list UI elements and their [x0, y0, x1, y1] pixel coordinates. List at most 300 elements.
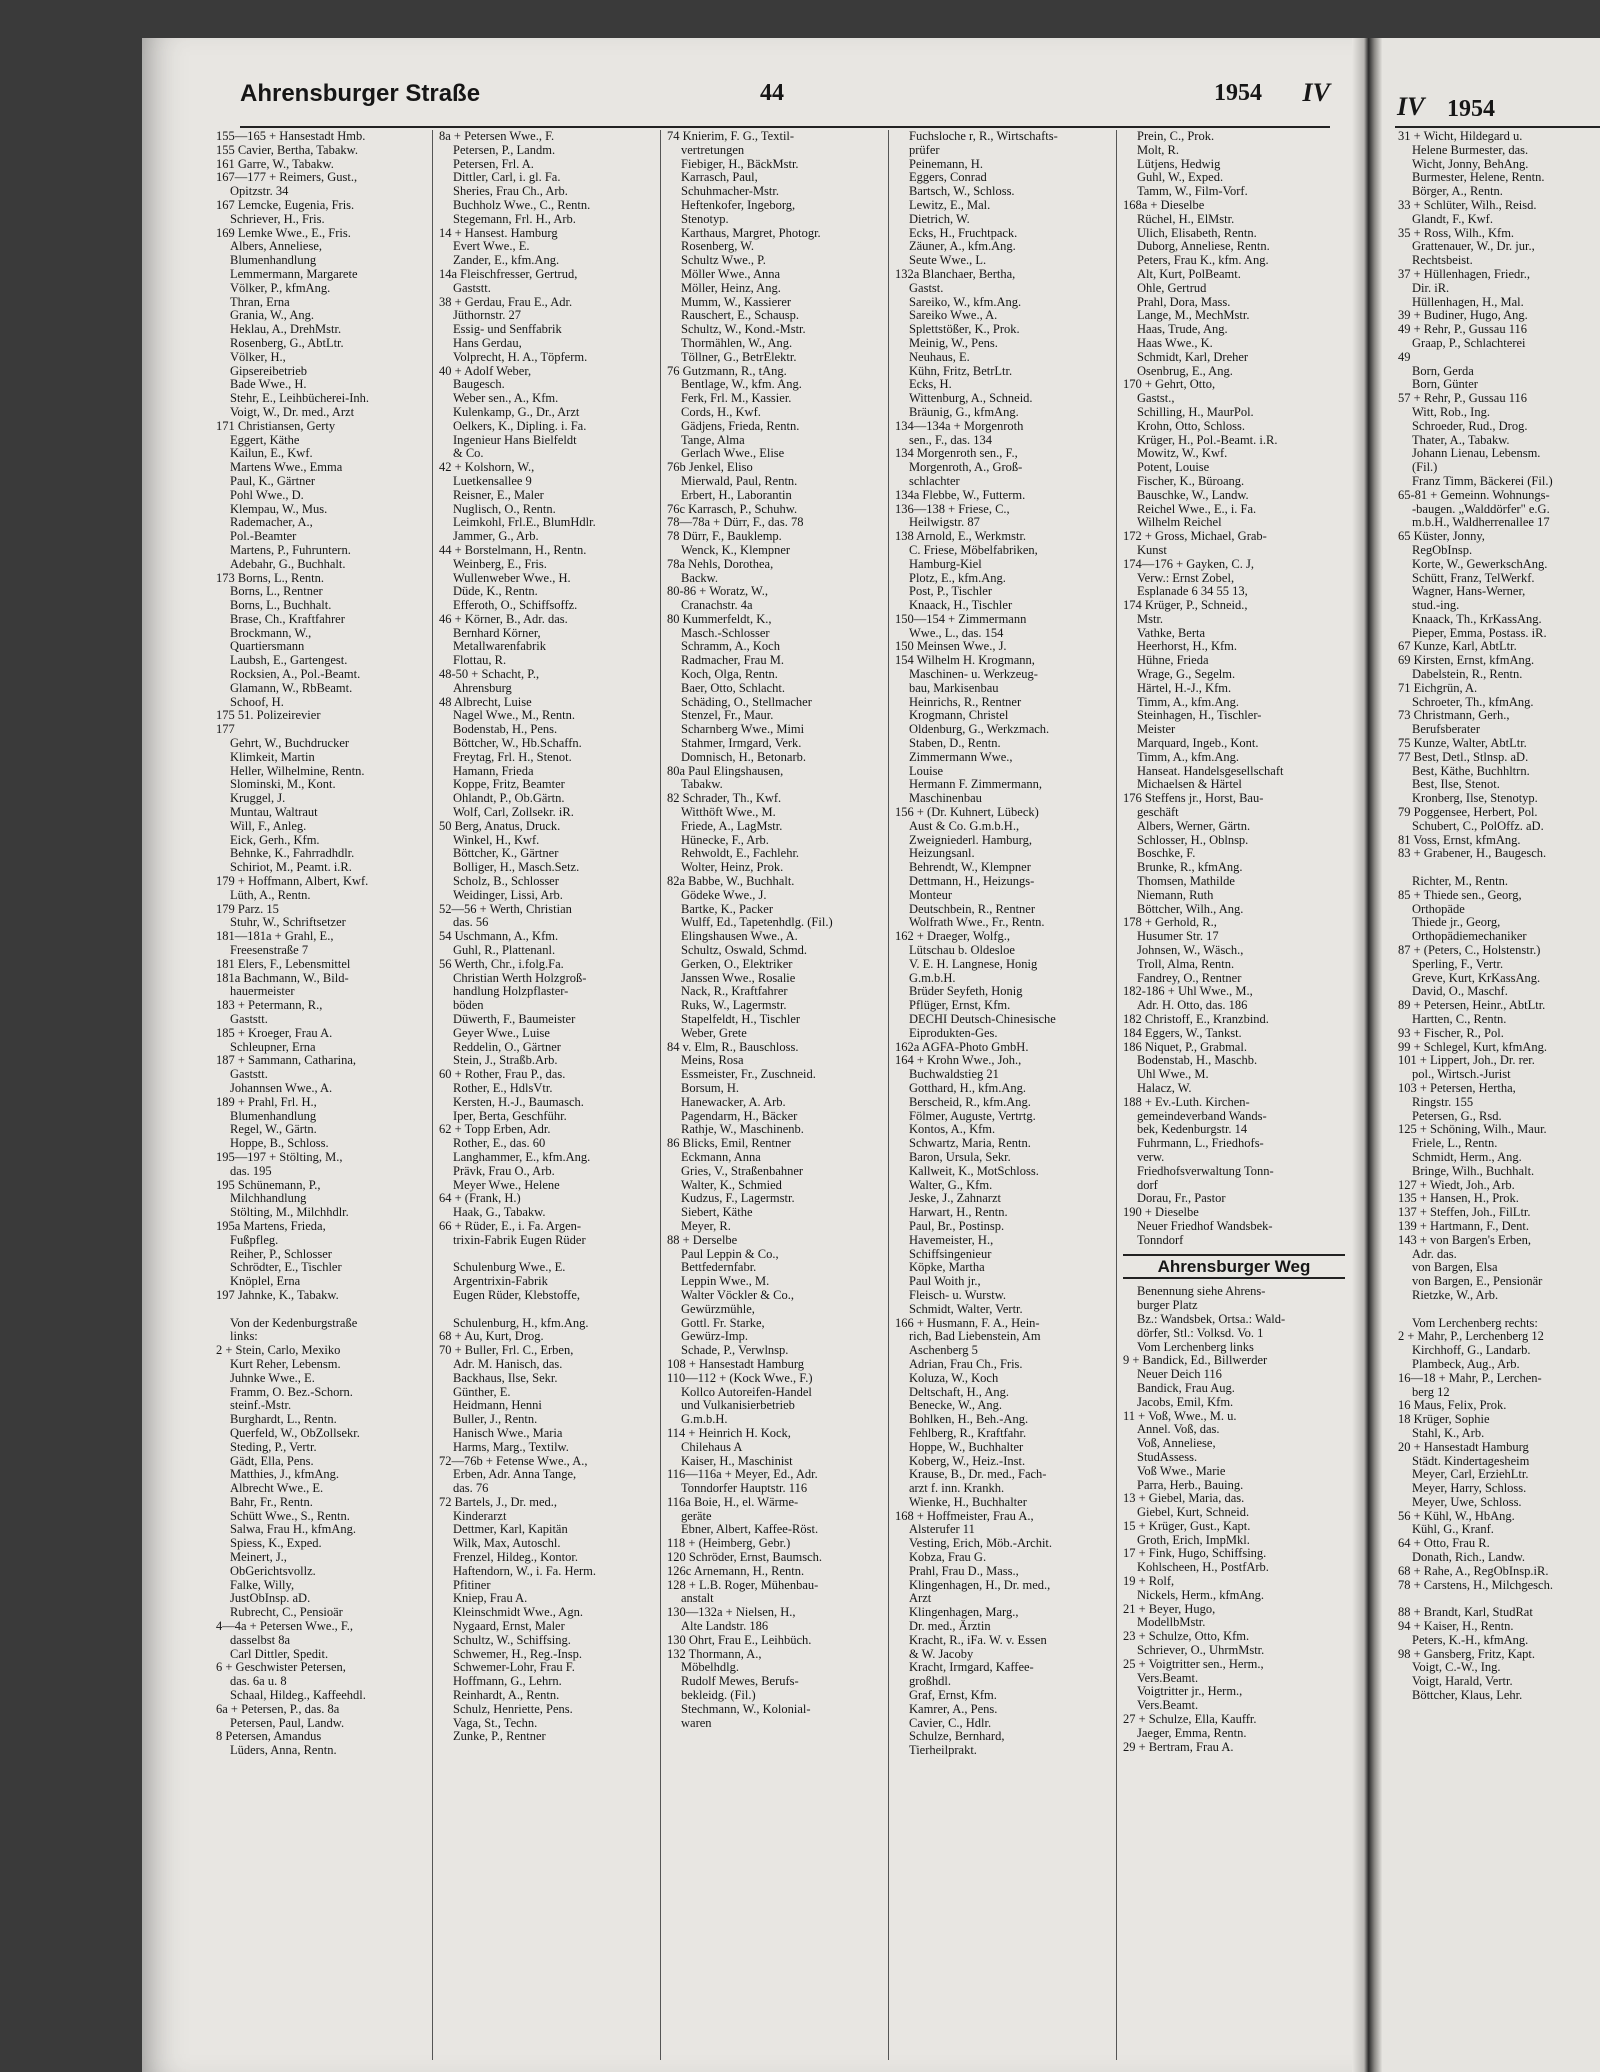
directory-entry: Hanseat. Handelsgesellschaft	[1137, 764, 1284, 778]
directory-entry: Best, Ilse, Stenot.	[1412, 778, 1500, 792]
directory-entry: Möller Wwe., Anna	[681, 267, 781, 281]
directory-entry: Nuglisch, O., Rentn.	[453, 502, 556, 516]
directory-entry: 78a Nehls, Dorothea,	[667, 557, 774, 571]
directory-entry: 195 Schünemann, P.,	[216, 1178, 321, 1192]
directory-entry: Nygaard, Ernst, Maler	[453, 1620, 565, 1634]
directory-entry: 14 + Hansest. Hamburg	[439, 226, 558, 240]
directory-entry: Meyer, Uwe, Schloss.	[1412, 1495, 1522, 1509]
directory-entry: 17 + Fink, Hugo, Schiffsing.	[1123, 1547, 1267, 1561]
directory-entry: Graap, P., Schlachterei	[1412, 336, 1526, 350]
directory-entry: Paul, Br., Postinsp.	[909, 1219, 1005, 1233]
directory-entry: Bohlken, H., Beh.-Ang.	[909, 1413, 1029, 1427]
directory-entry: Schulenburg Wwe., E.	[453, 1261, 566, 1275]
directory-entry: Adr. M. Hanisch, das.	[453, 1357, 563, 1371]
directory-entry: Gaststt.	[230, 1068, 268, 1082]
directory-entry: 190 + Dieselbe	[1123, 1206, 1199, 1220]
directory-entry: 162 + Draeger, Wolfg.,	[895, 930, 1011, 944]
directory-entry: 173 Borns, L., Rentn.	[216, 571, 324, 585]
directory-entry: Bodenstab, H., Maschb.	[1137, 1054, 1258, 1068]
directory-entry: Meinig, W., Pens.	[909, 336, 998, 350]
directory-entry: 48-50 + Schacht, P.,	[439, 668, 540, 682]
directory-column-5	[1116, 130, 1345, 2060]
directory-entry: Völker, H.,	[230, 350, 286, 364]
directory-entry: Voigt, Harald, Vertr.	[1412, 1675, 1513, 1689]
directory-entry: Heerhorst, H., Kfm.	[1137, 640, 1237, 654]
directory-entry: 31 + Wicht, Hildegard u.	[1398, 130, 1523, 143]
directory-entry: Molt, R.	[1137, 143, 1180, 157]
directory-entry: Aschenberg 5	[909, 1344, 978, 1358]
directory-entry: Paul Leppin & Co.,	[681, 1247, 779, 1261]
directory-entry: Gotthard, H., kfm.Ang.	[909, 1081, 1026, 1095]
directory-entry: Härtel, H.-J., Kfm.	[1137, 681, 1232, 695]
directory-entry: Kudzus, F., Lagermstr.	[681, 1192, 795, 1206]
directory-entry: Martens Wwe., Emma	[230, 461, 343, 475]
directory-entry: Cords, H., Kwf.	[681, 405, 761, 419]
directory-entry: Wilk, Max, Autoschl.	[453, 1537, 561, 1551]
directory-entry: Gehrt, W., Buchdrucker	[230, 737, 350, 751]
directory-entry: Leppin Wwe., M.	[681, 1275, 770, 1289]
directory-entry: Ahrensburg	[453, 681, 512, 695]
directory-entry: Düde, K., Rentn.	[453, 585, 538, 599]
directory-entry: Paul Woith jr.,	[909, 1275, 981, 1289]
directory-entry: DECHI Deutsch-Chinesische	[909, 1013, 1056, 1026]
directory-entry: 19 + Rolf,	[1123, 1575, 1175, 1589]
directory-entry: Groth, Erich, ImpMkl.	[1137, 1533, 1250, 1547]
directory-entry: Bahr, Fr., Rentn.	[230, 1495, 313, 1509]
directory-entry: Blumenhandlung	[230, 254, 317, 268]
directory-entry: Peters, K.-H., kfmAng.	[1412, 1633, 1529, 1647]
directory-entry: Opitzstr. 34	[230, 185, 289, 199]
directory-entry: Bentlage, W., kfm. Ang.	[681, 378, 802, 392]
directory-entry: Paul, K., Gärtner	[230, 474, 316, 488]
directory-entry: Pohl Wwe., D.	[230, 488, 304, 502]
directory-entry: anstalt	[681, 1592, 714, 1606]
directory-entry: 89 + Petersen, Heinr., AbtLtr.	[1398, 999, 1546, 1013]
directory-entry: 2 + Mahr, P., Lerchenberg 12	[1398, 1330, 1544, 1344]
directory-entry: Iper, Berta, Geschführ.	[453, 1109, 567, 1123]
directory-entry: Meyer, Harry, Schloss.	[1412, 1482, 1527, 1496]
directory-entry: Weber sen., A., Kfm.	[453, 392, 559, 406]
directory-entry: 166 + Husmann, F. A., Hein-	[895, 1316, 1040, 1330]
directory-entry: Heizungsanl.	[909, 847, 975, 861]
directory-entry: Börger, A., Rentn.	[1412, 185, 1503, 199]
directory-entry: Berufsberater	[1412, 723, 1481, 737]
directory-entry: m.b.H., Waldherrenallee 17	[1412, 516, 1550, 530]
directory-entry: Boschke, F.	[1137, 847, 1196, 861]
directory-entry: 126c Arnemann, H., Rentn.	[667, 1564, 805, 1578]
directory-entry: 174 Krüger, P., Schneid.,	[1123, 599, 1248, 613]
directory-entry: Tonndorfer Hauptstr. 116	[681, 1482, 808, 1496]
directory-entry: Berscheid, R., kfm.Ang.	[909, 1095, 1031, 1109]
directory-entry: Masch.-Schlosser	[681, 626, 770, 640]
directory-entry: 174—176 + Gayken, C. J,	[1123, 557, 1254, 571]
directory-entry: 88 + Brandt, Karl, StudRat	[1398, 1606, 1533, 1620]
directory-entry: 77 Best, Detl., Stlnsp. aD.	[1398, 750, 1529, 764]
directory-entry: Eick, Gerh., Kfm.	[230, 833, 320, 847]
directory-entry: das. 76	[453, 1482, 489, 1496]
directory-entry: Stuhr, W., Schriftsetzer	[230, 916, 346, 930]
directory-entry: 78 + Carstens, H., Milchgesch.	[1398, 1578, 1553, 1592]
directory-entry: Meinert, J.,	[230, 1551, 287, 1565]
directory-entry: Böttcher, Klaus, Lehr.	[1412, 1689, 1523, 1703]
directory-entry: Deutschbein, R., Rentner	[909, 902, 1036, 916]
directory-entry: Uhl Wwe., M.	[1137, 1068, 1209, 1082]
directory-entry: Adr. H. Otto, das. 186	[1137, 999, 1248, 1013]
directory-entry: Böttcher, W., Hb.Schaffn.	[453, 737, 582, 751]
directory-entry: Meister	[1137, 723, 1176, 737]
directory-entry: 168a + Dieselbe	[1123, 198, 1205, 212]
directory-entry: Hüllenhagen, H., Mal.	[1412, 295, 1524, 309]
directory-entry: Thomsen, Mathilde	[1137, 875, 1235, 889]
directory-entry: Schoof, H.	[230, 695, 284, 709]
directory-entry: 156 + (Dr. Kuhnert, Lübeck)	[895, 806, 1039, 820]
directory-entry: Pfitiner	[453, 1578, 491, 1592]
directory-entry: Milchhandlung	[230, 1192, 307, 1206]
directory-entry: 127 + Wiedt, Joh., Arb.	[1398, 1178, 1515, 1192]
directory-entry: 178 + Gerhold, R.,	[1123, 916, 1217, 930]
directory-entry: Fleisch- u. Wurstw.	[909, 1288, 1007, 1302]
page-header	[240, 78, 1330, 128]
directory-entry: Leimkohl, Frl.E., BlumHdlr.	[453, 516, 596, 530]
directory-entry: Friele, L., Rentn.	[1412, 1137, 1498, 1151]
directory-entry: 118 + (Heimberg, Gebr.)	[667, 1537, 791, 1551]
directory-entry: Weber, Grete	[681, 1026, 747, 1040]
directory-entry: Neuer Friedhof Wandsbek-	[1137, 1219, 1273, 1233]
directory-entry: und Vulkanisierbetrieb	[681, 1399, 795, 1413]
directory-entry: Evert Wwe., E.	[453, 240, 530, 254]
directory-entry: 182-186 + Uhl Wwe., M.,	[1123, 985, 1253, 999]
directory-entry: 150—154 + Zimmermann	[895, 612, 1027, 626]
directory-entry: Wullenweber Wwe., H.	[453, 571, 571, 585]
directory-entry: Weidinger, Lissi, Arb.	[453, 888, 563, 902]
directory-entry: Meyer, Carl, ErziehLtr.	[1412, 1468, 1529, 1482]
directory-entry: Hamburg-Kiel	[909, 557, 982, 571]
directory-entry: Tonndorf	[1137, 1233, 1184, 1247]
directory-entry: 181 Elers, F., Lebensmittel	[216, 957, 351, 971]
directory-entry: 50 Berg, Anatus, Druck.	[439, 819, 561, 833]
directory-entry: Hartten, C., Rentn.	[1412, 1013, 1507, 1026]
directory-entry: 189 + Prahl, Frl. H.,	[216, 1095, 317, 1109]
directory-entry: Bolliger, H., Masch.Setz.	[453, 861, 580, 875]
directory-entry: Cavier, C., Hdlr.	[909, 1716, 992, 1730]
directory-entry: von Bargen, E., Pensionär	[1412, 1275, 1543, 1289]
directory-entry: Arzt	[909, 1592, 932, 1606]
directory-entry: Hoffmann, G., Lehrn.	[453, 1675, 562, 1689]
directory-entry: 65 Küster, Jonny,	[1398, 530, 1485, 544]
directory-entry: Gastst.	[909, 281, 944, 295]
directory-entry: Pieper, Emma, Postass. iR.	[1412, 626, 1547, 640]
directory-entry: Peinemann, H.	[909, 157, 983, 171]
directory-entry: Flottau, R.	[453, 654, 507, 668]
directory-entry: Knaack, Th., KrKassAng.	[1412, 612, 1542, 626]
directory-entry: sen., F., das. 134	[909, 433, 993, 447]
directory-entry: Essig- und Senffabrik	[453, 323, 562, 337]
directory-entry: Böttcher, K., Gärtner	[453, 847, 559, 861]
directory-entry: Prein, C., Prok.	[1137, 130, 1215, 143]
directory-entry: Krüger, H., Pol.-Beamt. i.R.	[1137, 433, 1278, 447]
directory-entry: Dietrich, W.	[909, 212, 970, 226]
directory-entry: Pol.-Beamter	[230, 530, 297, 544]
directory-entry: Martens, P., Fuhruntern.	[230, 543, 351, 557]
directory-entry: 110—112 + (Kock Wwe., F.)	[667, 1371, 813, 1385]
directory-entry: 29 + Bertram, Frau A.	[1123, 1740, 1234, 1754]
directory-entry: Klimkeit, Martin	[230, 750, 315, 764]
directory-entry: 8a + Petersen Wwe., F.	[439, 130, 555, 143]
directory-entry: 137 + Steffen, Joh., FilLtr.	[1398, 1206, 1531, 1220]
directory-entry: Kronberg, Ilse, Stenotyp.	[1412, 792, 1538, 806]
directory-entry: Albers, Werner, Gärtn.	[1137, 819, 1251, 833]
directory-entry: 134—134a + Morgenroth	[895, 419, 1024, 433]
directory-entry: Buchwaldstieg 21	[909, 1068, 999, 1082]
directory-entry: 162a AGFA-Photo GmbH.	[895, 1040, 1029, 1054]
directory-entry: 125 + Schöning, Wilh., Maur.	[1398, 1123, 1547, 1137]
directory-entry: Jacobs, Emil, Kfm.	[1137, 1395, 1234, 1409]
directory-entry: Greve, Kurt, KrKassAng.	[1412, 971, 1541, 985]
directory-entry: 70 + Buller, Frl. C., Erben,	[439, 1344, 574, 1358]
directory-entry: Schmidt, Herm., Ang.	[1412, 1150, 1522, 1164]
directory-entry: Lüth, A., Rentn.	[230, 888, 311, 902]
directory-column-4	[888, 130, 1101, 2060]
directory-entry: Ohle, Gertrud	[1137, 281, 1207, 295]
directory-entry: Alt, Kurt, PolBeamt.	[1137, 267, 1241, 281]
directory-entry: Blumenhandlung	[230, 1109, 317, 1123]
directory-entry: Erbert, H., Laborantin	[681, 488, 792, 502]
directory-entry: Heklau, A., DrehMstr.	[230, 323, 342, 337]
directory-entry: von Bargen, Elsa	[1412, 1261, 1498, 1275]
directory-entry: Sareiko, W., kfm.Ang.	[909, 295, 1022, 309]
directory-entry: Jüthornstr. 27	[453, 309, 522, 323]
directory-entry: Quartiersmann	[230, 640, 305, 654]
directory-entry: Spiess, K., Exped.	[230, 1537, 322, 1551]
directory-entry: Schuhmacher-Mstr.	[681, 185, 779, 199]
directory-entry: Fuchsloche r, R., Wirtschafts-	[909, 130, 1058, 143]
directory-entry: Hermann F. Zimmermann,	[909, 778, 1042, 792]
directory-entry: 49 + Rehr, P., Gussau 116	[1398, 323, 1528, 337]
directory-entry: Stölting, M., Milchhdlr.	[230, 1206, 349, 1220]
directory-entry: 16 Maus, Felix, Prok.	[1398, 1399, 1507, 1413]
directory-entry: Stahl, K., Arb.	[1412, 1426, 1485, 1440]
directory-entry: Lemmermann, Margarete	[230, 267, 358, 281]
directory-entry: & Co.	[453, 447, 484, 461]
directory-entry: 67 Kunze, Karl, AbtLtr.	[1398, 640, 1517, 654]
directory-entry: Maschinenbau	[909, 792, 982, 806]
directory-entry: Schriever, H., Fris.	[230, 212, 325, 226]
directory-entry: Oldenburg, G., Werkzmach.	[909, 723, 1050, 737]
directory-entry: Klingenhagen, H., Dr. med.,	[909, 1578, 1051, 1592]
directory-entry: Geyer Wwe., Luise	[453, 1026, 550, 1040]
directory-entry: Framm, O. Bez.-Schorn.	[230, 1385, 353, 1399]
directory-entry: Kurt Reher, Lebensm.	[230, 1357, 341, 1371]
directory-entry: Prävk, Frau O., Arb.	[453, 1164, 555, 1178]
directory-entry: Carl Dittler, Spedit.	[230, 1647, 329, 1661]
directory-entry: Stechmann, W., Kolonial-	[681, 1702, 811, 1716]
directory-entry: 68 + Au, Kurt, Drog.	[439, 1330, 544, 1344]
directory-entry: Rauschert, E., Schausp.	[681, 309, 800, 323]
directory-entry: G.m.b.H.	[909, 971, 956, 985]
directory-entry: Voß Wwe., Marie	[1137, 1464, 1226, 1478]
directory-entry: Neuer Deich 116	[1137, 1368, 1222, 1382]
directory-entry: Tabakw.	[681, 778, 723, 792]
directory-entry: Gädt, Ella, Pens.	[230, 1454, 314, 1468]
directory-entry: Völker, P., kfmAng.	[230, 281, 331, 295]
directory-entry: Bandick, Frau Aug.	[1137, 1381, 1235, 1395]
directory-entry: Lewitz, E., Mal.	[909, 198, 991, 212]
directory-entry: das. 56	[453, 916, 489, 930]
directory-entry: Krogmann, Christel	[909, 709, 1009, 723]
directory-entry: Glamann, W., RbBeamt.	[230, 681, 353, 695]
directory-entry: Wittenburg, A., Schneid.	[909, 392, 1033, 406]
directory-entry: das. 195	[230, 1164, 272, 1178]
directory-entry: Möller, Heinz, Ang.	[681, 281, 781, 295]
directory-entry: 182 Christoff, E., Kranzbind.	[1123, 1013, 1269, 1026]
directory-entry: Ferk, Frl. M., Kassier.	[681, 392, 792, 406]
directory-entry: Köpke, Martha	[909, 1261, 985, 1275]
directory-entry: Volprecht, H. A., Töpferm.	[453, 350, 588, 364]
directory-entry: 86 Blicks, Emil, Rentner	[667, 1137, 791, 1151]
header-part: IV	[1302, 78, 1330, 107]
directory-entry: (Fil.)	[1412, 461, 1438, 475]
directory-entry: Brockmann, W.,	[230, 626, 312, 640]
directory-entry: 175 51. Polizeirevier	[216, 709, 321, 723]
directory-entry: & W. Jacoby	[909, 1647, 974, 1661]
directory-entry: Hühne, Frieda	[1137, 654, 1209, 668]
directory-entry: Wienke, H., Buchhalter	[909, 1495, 1027, 1509]
directory-entry: Schmidt, Karl, Dreher	[1137, 350, 1249, 364]
directory-entry: Möbelhdlg.	[681, 1661, 739, 1675]
directory-entry: dasselbst 8a	[230, 1633, 291, 1647]
directory-entry: Günther, E.	[453, 1385, 511, 1399]
directory-entry: Kühl, G., Kranf.	[1412, 1523, 1494, 1537]
directory-entry: Karrasch, Paul,	[681, 171, 758, 185]
directory-entry: Langhammer, E., kfm.Ang.	[453, 1150, 591, 1164]
directory-entry: Johannsen Wwe., A.	[230, 1081, 333, 1095]
directory-entry: Monteur	[909, 888, 953, 902]
directory-entry: ModellbMstr.	[1137, 1616, 1206, 1630]
directory-entry: Behnke, K., Fahrradhdlr.	[230, 847, 355, 861]
directory-entry: großhdl.	[909, 1675, 952, 1689]
directory-entry	[1398, 1303, 1600, 1317]
directory-entry: Harwart, H., Rentn.	[909, 1206, 1008, 1220]
directory-entry: Voigt, W., Dr. med., Arzt	[230, 405, 355, 419]
directory-entry: 48 Albrecht, Luise	[439, 695, 532, 709]
directory-entry: Adebahr, G., Buchhalt.	[230, 557, 346, 571]
directory-entry: Stapelfeldt, H., Tischler	[681, 1013, 801, 1026]
directory-entry	[439, 1303, 645, 1317]
directory-entry: 94 + Kaiser, H., Rentn.	[1398, 1620, 1514, 1634]
directory-entry: Michaelsen & Härtel	[1137, 778, 1242, 792]
directory-entry: Aust & Co. G.m.b.H.,	[909, 819, 1020, 833]
directory-entry: Backw.	[681, 571, 719, 585]
directory-entry: Vesting, Erich, Möb.-Archit.	[909, 1537, 1053, 1551]
directory-entry: 134a Flebbe, W., Futterm.	[895, 488, 1026, 502]
right-header-part: IV	[1397, 92, 1425, 121]
directory-entry: 49	[1398, 350, 1411, 364]
directory-entry: Adr. das.	[1412, 1247, 1457, 1261]
directory-entry: Rehwoldt, E., Fachlehr.	[681, 847, 800, 861]
directory-entry: Sheries, Frau Ch., Arb.	[453, 185, 568, 199]
directory-entry: steinf.-Mstr.	[230, 1399, 292, 1413]
directory-entry: Laubsh, E., Gartengest.	[230, 654, 348, 668]
directory-entry: Hans Gerdau,	[453, 336, 522, 350]
directory-entry: Wenck, K., Klempner	[681, 543, 791, 557]
directory-entry: 66 + Rüder, E., i. Fa. Argen-	[439, 1219, 582, 1233]
directory-entry: 56 Werth, Chr., i.folg.Fa.	[439, 957, 564, 971]
directory-entry: 25 + Voigtritter sen., Herm.,	[1123, 1657, 1264, 1671]
directory-entry: Schulze, Bernhard,	[909, 1730, 1005, 1744]
directory-entry: 139 + Hartmann, F., Dent.	[1398, 1219, 1530, 1233]
directory-entry: 33 + Schlüter, Wilh., Reisd.	[1398, 198, 1537, 212]
directory-entry: 42 + Kolshorn, W.,	[439, 461, 535, 475]
directory-entry: 79 Poggensee, Herbert, Pol.	[1398, 806, 1538, 820]
directory-entry: 83 + Grabener, H., Baugesch.	[1398, 847, 1547, 861]
directory-entry: 177	[216, 723, 235, 737]
directory-entry: Böttcher, Wilh., Ang.	[1137, 902, 1244, 916]
directory-entry	[439, 1248, 645, 1262]
directory-entry: Lütschau b. Oldesloe	[909, 944, 1015, 958]
directory-entry: 52—56 + Werth, Christian	[439, 902, 572, 916]
directory-entry: Ruks, W., Lagermstr.	[681, 999, 787, 1013]
directory-entry: hauermeister	[230, 985, 295, 999]
directory-entry: Rubrecht, C., Pensioär	[230, 1606, 343, 1620]
directory-entry: 116—116a + Meyer, Ed., Adr.	[667, 1468, 818, 1482]
street-heading: Ahrensburger Weg	[1123, 1254, 1345, 1280]
directory-entry: bek, Kedenburgstr. 14	[1137, 1123, 1248, 1137]
directory-entry: Ohlandt, P., Ob.Gärtn.	[453, 792, 565, 806]
directory-entry: 54 Uschmann, A., Kfm.	[439, 930, 559, 944]
directory-entry: Dabelstein, R., Rentn.	[1412, 668, 1523, 682]
directory-entry: Fölmer, Auguste, Vertrtg.	[909, 1109, 1036, 1123]
directory-entry: Grattenauer, W., Dr. jur.,	[1412, 240, 1535, 254]
directory-entry: Haas, Trude, Ang.	[1137, 323, 1228, 337]
directory-entry: Fehlberg, R., Kraftfahr.	[909, 1426, 1027, 1440]
directory-entry: Walter, K., Schmied	[681, 1178, 782, 1192]
directory-entry: Fischer, K., Büroang.	[1137, 474, 1245, 488]
directory-entry: Harms, Marg., Textilw.	[453, 1440, 569, 1454]
directory-entry: Kruggel, J.	[230, 792, 286, 806]
directory-entry: Gaststt.	[230, 1013, 268, 1026]
directory-entry: Petersen, Paul, Landw.	[230, 1716, 345, 1730]
directory-entry: 82 Schrader, Th., Kwf.	[667, 792, 782, 806]
directory-entry: Dir. iR.	[1412, 281, 1450, 295]
directory-entry: 75 Kunze, Walter, AbtLtr.	[1398, 737, 1527, 751]
directory-entry: 188 + Ev.-Luth. Kirchen-	[1123, 1095, 1250, 1109]
directory-entry: burger Platz	[1137, 1299, 1198, 1313]
directory-entry: Fußpfleg.	[230, 1233, 279, 1247]
directory-entry: 195—197 + Stölting, M.,	[216, 1150, 343, 1164]
directory-entry: 76b Jenkel, Eliso	[667, 461, 753, 475]
directory-entry: 46 + Körner, B., Adr. das.	[439, 612, 568, 626]
directory-entry: Zander, E., kfm.Ang.	[453, 254, 560, 268]
directory-entry: Salwa, Frau H., kfmAng.	[230, 1523, 357, 1537]
directory-entry: Thormählen, W., Ang.	[681, 336, 793, 350]
directory-entry: Eugen Rüder, Klebstoffe,	[453, 1288, 581, 1302]
directory-entry: 62 + Topp Erben, Adr.	[439, 1123, 551, 1137]
directory-entry: Schultz Wwe., P.	[681, 254, 766, 268]
directory-entry: das. 6a u. 8	[230, 1675, 287, 1689]
directory-entry: 130—132a + Nielsen, H.,	[667, 1606, 796, 1620]
directory-entry: 179 + Hoffmann, Albert, Kwf.	[216, 875, 369, 889]
directory-entry: Gewürz-Imp.	[681, 1330, 748, 1344]
directory-entry: Bettfedernfabr.	[681, 1261, 757, 1275]
directory-entry: Rechtsbeist.	[1412, 254, 1473, 268]
directory-entry: Sperling, F., Vertr.	[1412, 957, 1504, 971]
directory-entry: Luetkensallee 9	[453, 474, 532, 488]
directory-entry: 44 + Borstelmann, H., Rentn.	[439, 543, 587, 557]
directory-entry: Ebner, Albert, Kaffee-Röst.	[681, 1523, 819, 1537]
directory-entry: Gewürzmühle,	[681, 1302, 755, 1316]
directory-entry: Hanisch Wwe., Maria	[453, 1426, 563, 1440]
directory-entry: Essmeister, Fr., Zuschneid.	[681, 1068, 816, 1082]
